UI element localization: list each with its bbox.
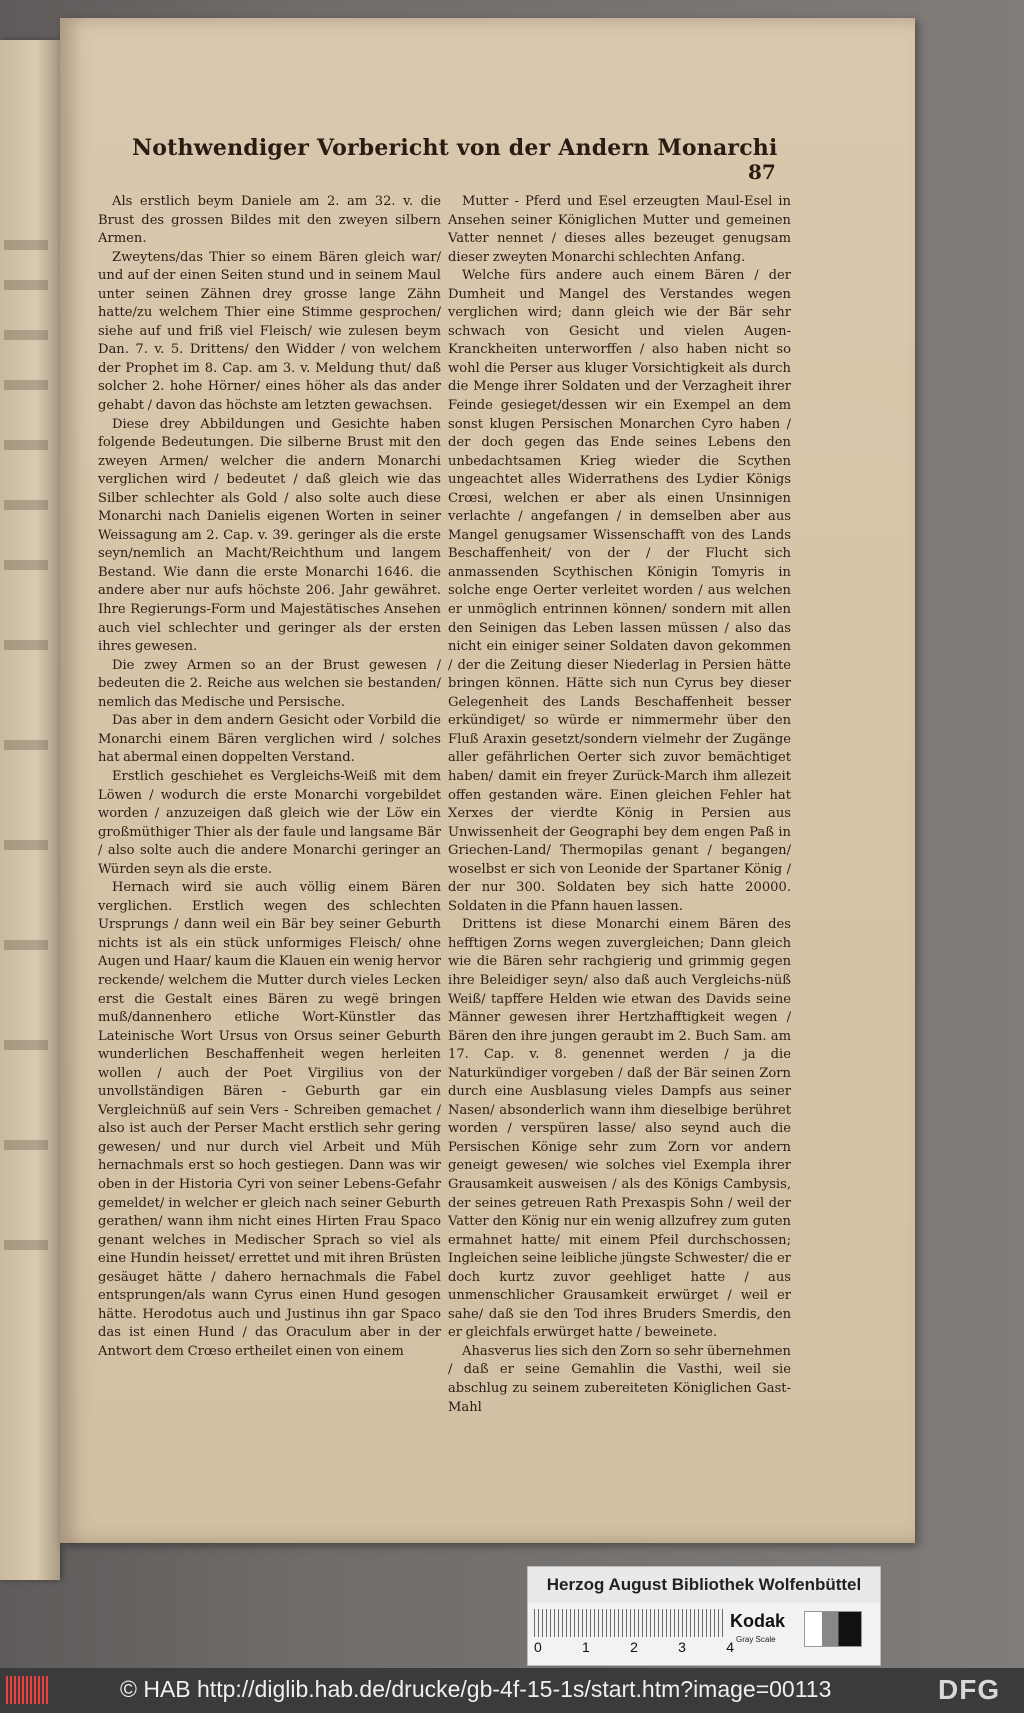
right-text-column — [448, 193, 791, 1417]
library-name: Herzog August Bibliothek Wolfenbüttel — [528, 1567, 880, 1603]
left-text-column — [98, 193, 441, 1361]
source-link[interactable]: © HAB http://diglib.hab.de/drucke/gb-4f-15-1s/start.htm?image=00113 — [120, 1676, 832, 1702]
gray-scale-patch — [804, 1611, 862, 1647]
ruler-number: 2 — [630, 1639, 638, 1655]
paragraph: Erstlich geschiehet es Vergleichs-Weiß mit dem Löwen / wodurch die erste Monarchi vorgebildet worden / anzuzeigen daß gleich wie der Löw ein großmüthiger Thier als der faule und langsame Bär / also solte auch die andere Monarchi geringer an Würden seyn als die erste. — [98, 768, 441, 877]
ruler-scale — [534, 1609, 724, 1637]
footer-bar — [0, 1668, 1024, 1713]
paragraph: Die zwey Armen so an der Brust gewesen / bedeuten die 2. Reiche aus welchen sie bestanden/ nemlich das Medische und Persische. — [98, 657, 441, 710]
ruler-number: 3 — [678, 1639, 686, 1655]
paragraph: Hernach wird sie auch völlig einem Bären verglichen. Erstlich wegen des schlechten Ursprungs / dann weil ein Bär bey seiner Geburth nichts ist als ein stück unformiges Fleisch/ ohne Augen und Haar/ kaum die Klauen ein wenig hervor reckende/ welchem die Mutter durch vieles Lecken erst die Gestalt eines Bären zu wegë bringen muß/dannenhero etliche Wort-Künstler das Lateinische Wort Ursus von Orsus seiner Geburth wunderlichen Beschaffenheit wegen herleiten wollen / auch der Poet Virgilius von der unvollständigen Bären - Geburth gar ein Vergleichnüß auf sein Vers - Schreiben gemachet / also ist auch der Perser Macht erstlich sehr gering gewesen/ und nur durch viel Arbeit und Müh hernachmals erst so hoch gestiegen. Dann was wir oben in der Historia Cyri von seiner Lebens-Gefahr gemeldet/ in welcher er gleich nach seiner Geburth gerathen/ wann ihm nicht eines Hirten Frau Spaco genant welches in Medischer Sprach so viel als eine Hundin heisset/ errettet und mit ihren Brüsten gesäuget hätte / dahero hernachmals die Fabel entsprungen/als wann Cyrus einen Hund gesogen hätte. Herodotus auch und Justinus ihn gar Spaco das ist einen Hund / das Oraculum aber in der Antwort dem Crœso ertheilet einen von einem — [98, 880, 441, 1359]
color-calibration-strip — [527, 1566, 881, 1666]
ruler-numbers — [534, 1639, 734, 1655]
paragraph: Ahasverus lies sich den Zorn so sehr übernehmen / daß er seine Gemahlin die Vasthi, weil sie abschlug zu seinem zubereiteten Königlichen Gast-Mahl — [448, 1343, 791, 1415]
ruler-number: 1 — [582, 1639, 590, 1655]
running-title: Nothwendiger Vorbericht von der Andern Monarchi — [132, 135, 778, 161]
paragraph: Drittens ist diese Monarchi einem Bären des hefftigen Zorns wegen zuvergleichen; Dann gleich wie die Bären sehr rachgierig und grimmig gegen ihre Beleidiger seyn/ also daß auch Vergleichs-nüß Weiß/ tapffere Helden wie etwan des Davids seine Männer gewesen ihrer Hertzhafftigkeit wegen / Bären den ihre jungen geraubt im 2. Buch Sam. am 17. Cap. v. 8. genennet werden / ja die Naturkündiger vorgeben / daß der Bär seinen Zorn durch eine Ausblasung vieles Dampfs aus seiner Nasen/ absonderlich wann ihm dieselbige berühret worden / verspüren lasse/ also seynd auch die Persischen Könige sehr zum Zorn vor andern geneigt gewesen/ wie solches viel Exempla ihrer Grausamkeit ausweisen / als des Königs Cambysis, der seines getreuen Rath Prexaspis Sohn / weil der Vatter den König nur ein wenig allzufrey zum guten ermahnet hatte/ mit einem Pfeil durchschossen; Ingleichen seine leibliche jüngste Schwester/ die er doch kurtz zuvor geehliget hatte / aus unmenschlicher Grausamkeit erwürget / weil er sahe/ daß sie den Tod ihres Bruders Smerdis, den er gleichfals erwürget hatte / beweinete. — [448, 917, 791, 1341]
paragraph: Welche fürs andere auch einem Bären / der Dumheit und Mangel des Verstandes wegen verglichen wird; dann gleich wie der Bär sehr schwach von Gesicht und vielen Augen-Kranckheiten unterworffen / also haben nicht so wohl die Perser aus kluger Vorsichtigkeit als durch die Menge ihrer Soldaten und der Verzagheit ihrer Feinde gesieget/dessen wir ein Exempel an dem sonst klugen Persischen Monarchen Cyro haben / der doch gegen das Ende seines Lebens den unbedachtsamen Krieg wieder die Scythen ungeachtet alles Widerrathens des Lydier Königs Crœsi, welchen er aber als einen Unsinnigen verlachte / angefangen / in demselben aber aus Mangel genugsamer Wissenschafft von des Lands Beschaffenheit/ von der / der Flucht sich anmassenden Scythischen Königin Tomyris in solche enge Oerter verleitet worden / aus welchen er unmöglich entrinnen können/ sondern mit allen den Seinigen das Leben lassen müssen / also das nicht ein einiger seiner Soldaten davon gekommen / der die Zeitung dieser Niederlag in Persien hätte bringen können. Hätte sich nun Cyrus bey dieser Gelegenheit des Lands Beschaffenheit besser erkündiget/ so würde er nimmermehr über den Fluß Araxin gesetzt/sondern vielmehr der Zugänge aller gefährlichen Oerter sich zuvor bemächtiget haben/ damit ein freyer Zurück-March ihm allezeit offen gestanden wäre. Einen gleichen Fehler hat Xerxes der vierdte König in Persien aus Unwissenheit der Geographi bey dem engen Paß in Griechen-Land/ Thermopilas genant / begangen/ woselbst er sich von Leonide der Spartaner König / der nur 300. Soldaten bey sich hatte 20000. Soldaten in die Pfann hauen lassen. — [448, 268, 791, 914]
ruler-number: 0 — [534, 1639, 542, 1655]
kodak-gray-scale-label: Gray Scale — [736, 1635, 776, 1644]
paragraph: Das aber in dem andern Gesicht oder Vorbild die Monarchi einem Bären verglichen wird / solches hat abermal einen doppelten Verstand. — [98, 713, 441, 766]
previous-page-edge — [0, 40, 60, 1580]
ruler-number: 4 — [726, 1639, 734, 1655]
paragraph: Mutter - Pferd und Esel erzeugten Maul-Esel in Ansehen seiner Königlichen Mutter und gemeinen Vatter nennet / dieses alles bezeuget genugsam dieser zweyten Monarchi schlechten Anfang. — [448, 194, 791, 265]
barcode-icon — [6, 1676, 50, 1704]
paragraph: Diese drey Abbildungen und Gesichte haben folgende Bedeutungen. Die silberne Brust mit den zweyen Armen/ welcher die andern Monarchi verglichen wird / bedeutet / daß gleich wie das Silber schlechter als Gold / also solte auch diese Monarchi nach Danielis eigenen Worten in seiner Weissagung am 2. Cap. v. 39. geringer als die erste seyn/nemlich an Macht/Reichthum und langem Bestand. Wie dann die erste Monarchi 1646. die andere aber nur aufs höchste 206. Jahr gewähret. Ihre Regierungs-Form und Majestätisches Ansehen auch viel schlechter und geringer als der ersten ihres gewesen. — [98, 416, 441, 655]
page-number: 87 — [748, 160, 776, 184]
dfg-logo: DFG — [938, 1674, 1001, 1705]
kodak-logo: Kodak — [730, 1611, 786, 1631]
paragraph: Zweytens/das Thier so einem Bären gleich war/ und auf der einen Seiten stund und in seinem Maul unter seinen Zähnen drey grosse lange Zähn hatte/zu welchem Thier eine Stimme gesprochen/ siehe auf und friß viel Fleisch/ wie zulesen beym Dan. 7. v. 5. Drittens/ den Widder / von welchem der Prophet im 8. Cap. am 3. v. Meldung thut/ daß solcher 2. hohe Hörner/ eines höher als das ander gehabt / davon das höchste am letzten gewachsen. — [98, 249, 441, 414]
paragraph: Als erstlich beym Daniele am 2. am 32. v. die Brust des grossen Bildes mit den zweyen silbern Armen. — [98, 194, 441, 247]
